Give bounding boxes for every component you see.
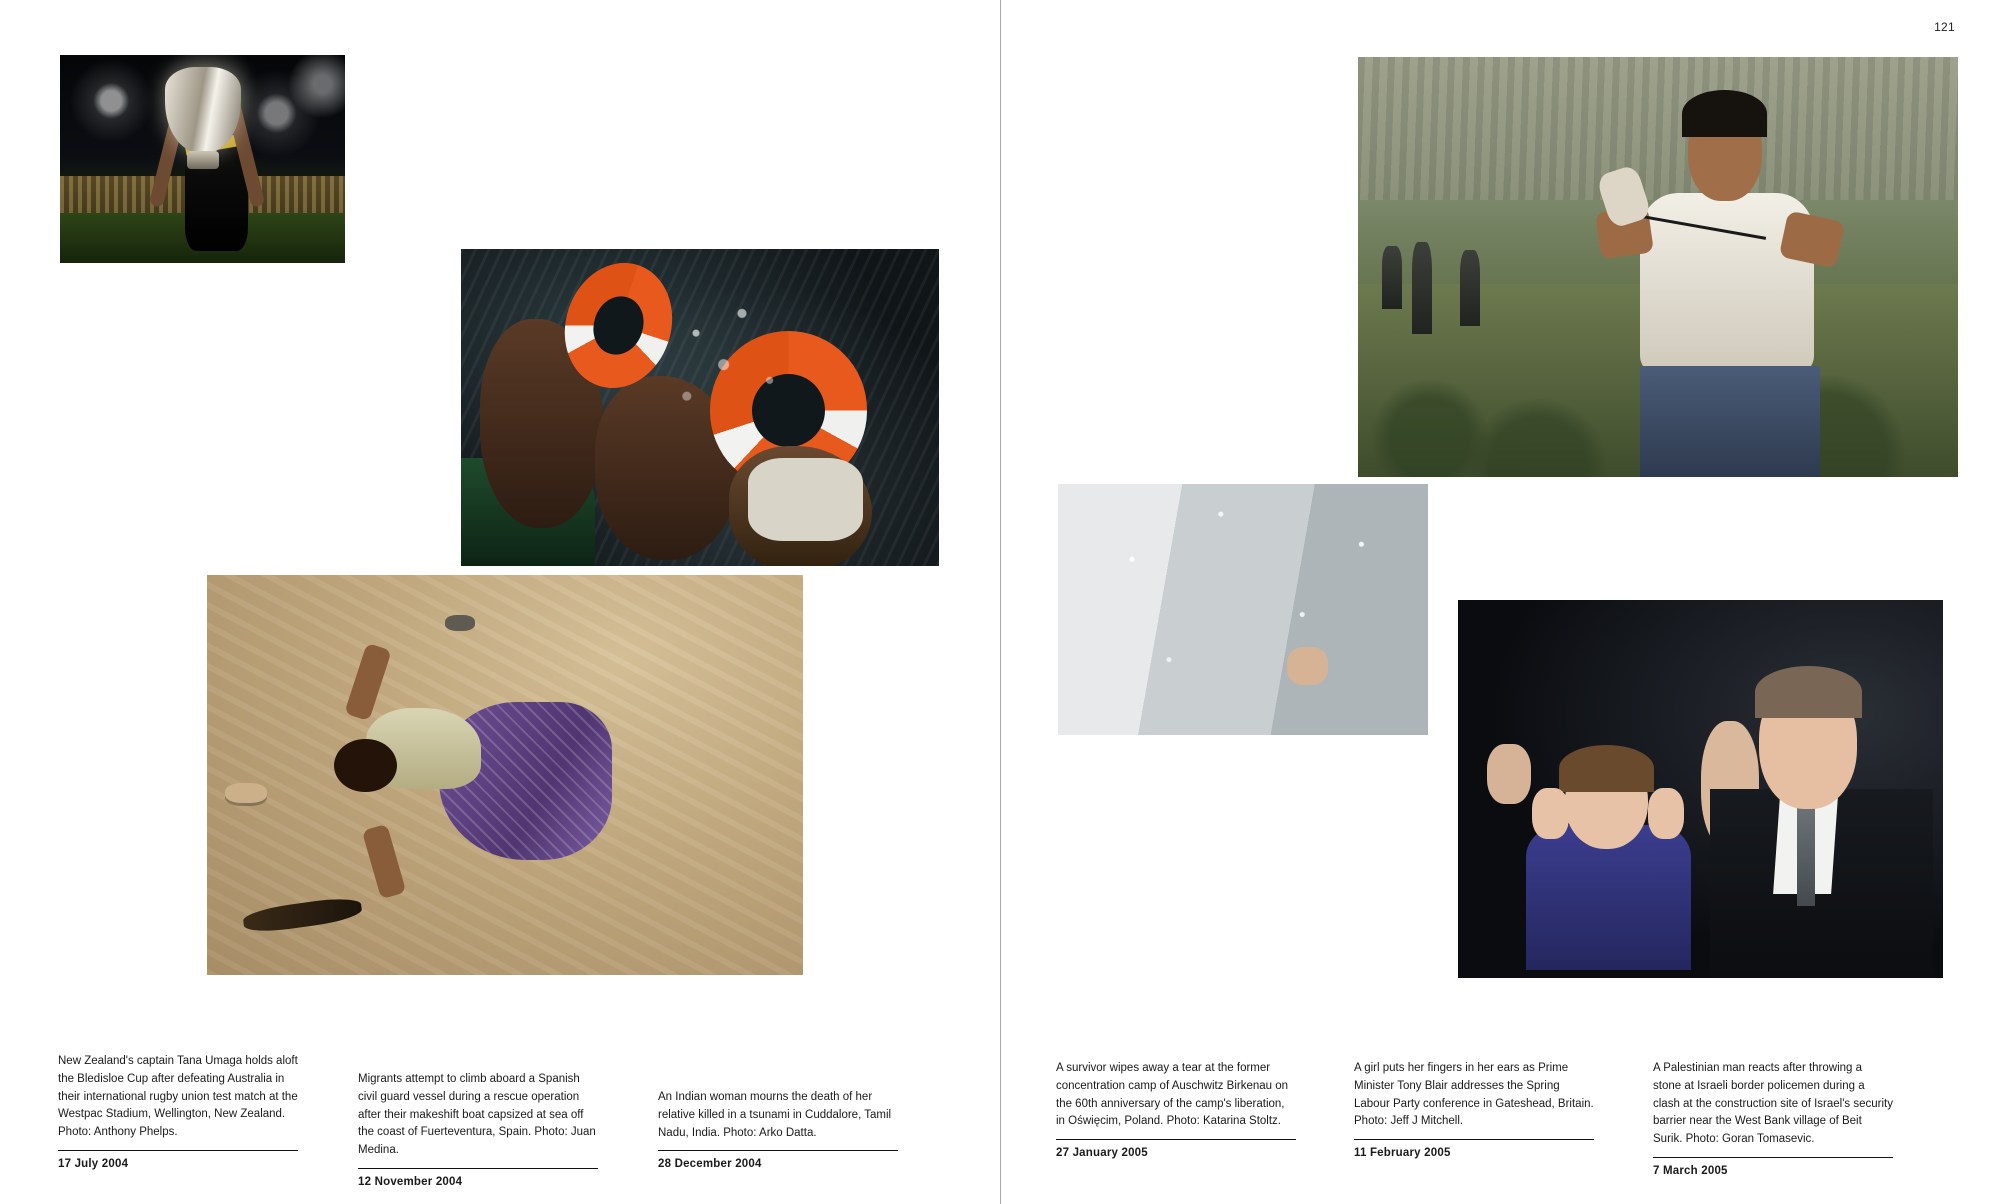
caption-date: 7 March 2005 [1653, 1165, 1728, 1178]
caption-date: 28 December 2004 [658, 1158, 762, 1171]
caption-block-migrants [358, 1071, 598, 1192]
caption-date: 27 January 2005 [1056, 1147, 1148, 1160]
photo-palestinian-slingshot [1358, 57, 1958, 477]
caption-block-survivor [1056, 1060, 1296, 1163]
caption-text: New Zealand's captain Tana Umaga holds aloft the Bledisloe Cup after defeating Australia in their international rugby union test match at the Westpac Stadium, Wellington, New Zealand. Photo: Anthony Phelps. [58, 1055, 298, 1139]
caption-text: A survivor wipes away a tear at the former concentration camp of Auschwitz Birkenau on the 60th anniversary of the camp's liberation, in Oświęcim, Poland. Photo: Katarina Stoltz. [1056, 1062, 1289, 1128]
caption-rule [358, 1168, 598, 1169]
photo-migrants-lifebuoys [461, 249, 939, 566]
caption-text: An Indian woman mourns the death of her relative killed in a tsunami in Cuddalore, Tamil Nadu, India. Photo: Arko Datta. [658, 1091, 892, 1139]
photo-auschwitz-survivors [1058, 484, 1428, 735]
caption-rule [1653, 1157, 1893, 1158]
right-page [1001, 0, 2000, 1204]
caption-rule [1354, 1139, 1594, 1140]
caption-rule [1056, 1139, 1296, 1140]
caption-text: A girl puts her fingers in her ears as Prime Minister Tony Blair addresses the Spring Labour Party conference in Gateshead, Britain. Photo: Jeff J Mitchell. [1354, 1062, 1594, 1128]
caption-rule [658, 1150, 898, 1151]
photo-tsunami-mourning [207, 575, 803, 975]
caption-date: 12 November 2004 [358, 1176, 463, 1189]
caption-block-palestinian [1653, 1060, 1893, 1181]
caption-block-tsunami [658, 1089, 898, 1174]
caption-block-rugby [58, 1053, 298, 1174]
caption-text: A Palestinian man reacts after throwing a stone at Israeli border policemen during a clash at the construction site of Israel's security barrier near the West Bank village of Beit Surik. Photo: Goran Tomasevic. [1653, 1062, 1893, 1146]
caption-text: Migrants attempt to climb aboard a Spanish civil guard vessel during a rescue operation after their makeshift boat capsized at sea off the coast of Fuerteventura, Spain. Photo: Juan Medina. [358, 1073, 596, 1157]
caption-block-blair [1354, 1060, 1594, 1163]
photo-blair-girl-ears [1458, 600, 1943, 978]
photo-rugby-trophy [60, 55, 345, 263]
page-number: 121 [1934, 20, 1955, 34]
caption-date: 11 February 2005 [1354, 1147, 1451, 1160]
caption-date: 17 July 2004 [58, 1158, 129, 1171]
caption-rule [58, 1150, 298, 1151]
